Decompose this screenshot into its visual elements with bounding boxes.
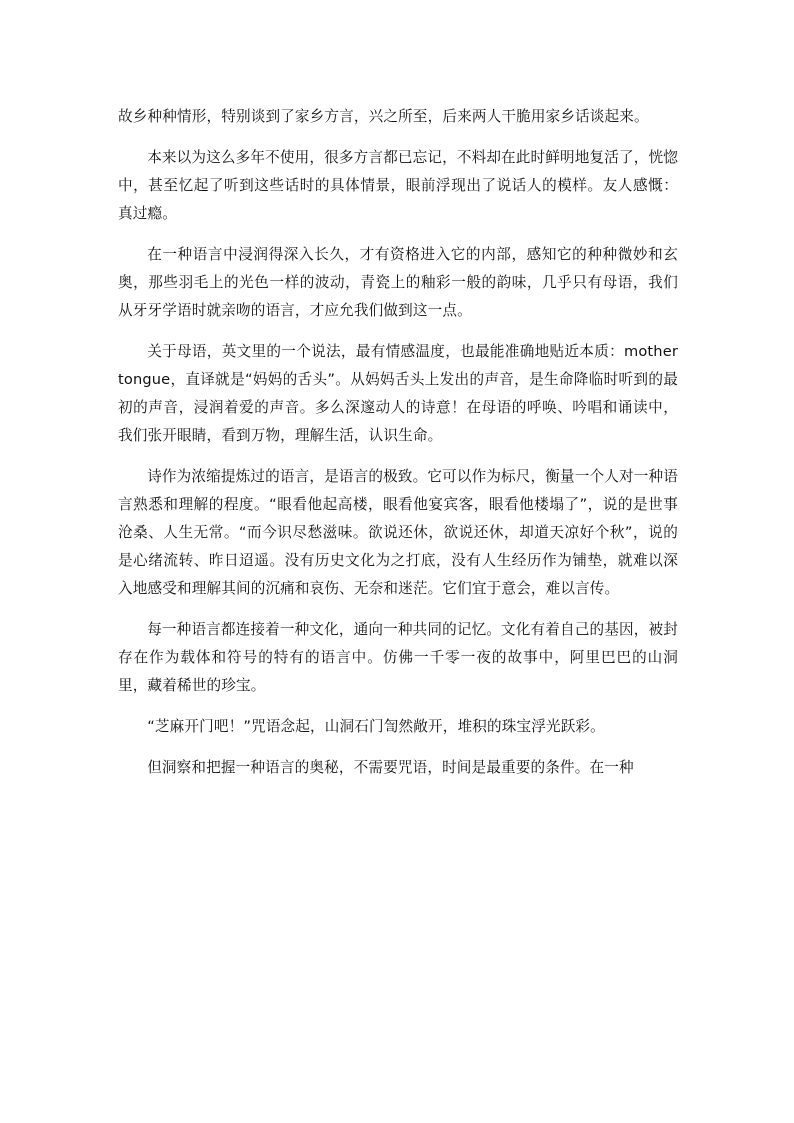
paragraph-4: 关于母语，英文里的一个说法，最有情感温度，也最能准确地贴近本质：mother tongue，直译就是“妈妈的舌头”。从妈妈舌头上发出的声音，是生命降临时听到的最初的声音，浸润着爱的声音。多么深邃动人的诗意！在母语的呼唤、吟唱和诵读中，我们张开眼睛，看到万物，理解生活，认识生命。 [118,343,678,444]
paragraph-6: 每一种语言都连接着一种文化，通向一种共同的记忆。文化有着自己的基因，被封存在作为载体和符号的特有的语言中。仿佛一千零一夜的故事中，阿里巴巴的山洞里，藏着稀世的珍宝。 [118,621,678,694]
paragraph-7: “芝麻开门吧！”咒语念起，山洞石门訇然敞开，堆积的珠宝浮光跃彩。 [147,718,605,735]
body-text [118,103,678,795]
paragraph-2: 本来以为这么多年不使用，很多方言都已忘记，不料却在此时鲜明地复活了，恍惚中，甚至忆起了听到这些话时的具体情景，眼前浮现出了说话人的模样。友人感慨：真过瘾。 [118,149,678,222]
paragraph-5: 诗作为浓缩提炼过的语言，是语言的极致。它可以作为标尺，衡量一个人对一种语言熟悉和理解的程度。“眼看他起高楼，眼看他宴宾客，眼看他楼塌了”，说的是世事沧桑、人生无常。“而今识尽愁滋味。欲说还休，欲说还休，却道天凉好个秋”，说的是心绪流转、昨日迢遥。没有历史文化为之打底，没有人生经历作为铺垫，就难以深入地感受和理解其间的沉痛和哀伤、无奈和迷茫。它们宜于意会，难以言传。 [118,468,678,597]
paragraph-1: 故乡种种情形，特别谈到了家乡方言，兴之所至，后来两人干脆用家乡话谈起来。 [118,108,649,125]
paragraph-3: 在一种语言中浸润得深入长久，才有资格进入它的内部，感知它的种种微妙和玄奥，那些羽毛上的光色一样的波动，青瓷上的釉彩一般的韵味，几乎只有母语，我们从牙牙学语时就亲吻的语言，才应允我们做到这一点。 [118,246,678,319]
paragraph-8: 但洞察和把握一种语言的奥秘，不需要咒语，时间是最重要的条件。在一种 [147,759,634,776]
